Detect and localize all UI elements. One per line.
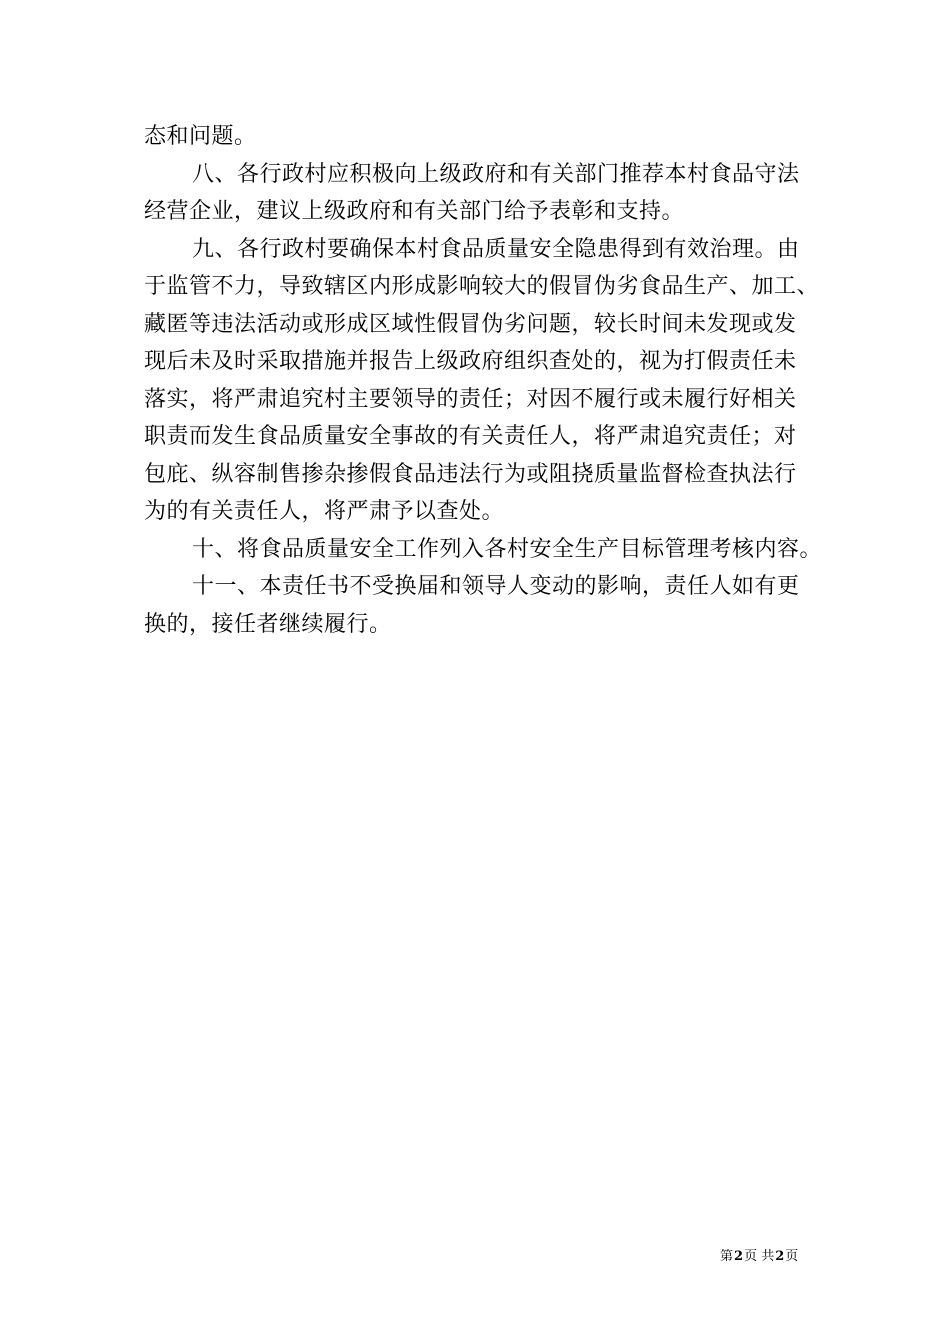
text-line: 十一、本责任书不受换届和领导人变动的影响，责任人如有更: [192, 574, 800, 599]
document-body: [144, 118, 826, 643]
text-line: 为的有关责任人，将严肃予以查处。: [144, 499, 505, 524]
text-line: 现后未及时采取措施并报告上级政府组织查处的，视为打假责任未: [144, 349, 797, 374]
text-line: 于监管不力，导致辖区内形成影响较大的假冒伪劣食品生产、加工、: [144, 274, 820, 299]
text-line: 换的，接任者继续履行。: [144, 611, 392, 637]
text-line: 八、各行政村应积极向上级政府和有关部门推荐本村食品守法: [192, 161, 800, 187]
text-line: 经营企业，建议上级政府和有关部门给予表彰和支持。: [144, 199, 685, 224]
footer-prefix: 第: [720, 1249, 734, 1264]
text-line: 藏匿等违法活动或形成区域性假冒伪劣问题，较长时间未发现或发: [144, 311, 797, 337]
current-page-number: 2: [734, 1249, 744, 1264]
footer-suffix: 页: [785, 1249, 799, 1264]
text-line: 落实，将严肃追究村主要领导的责任；对因不履行或未履行好相关: [144, 386, 797, 412]
text-line: 九、各行政村要确保本村食品质量安全隐患得到有效治理。由: [192, 236, 800, 262]
text-line: 十、将食品质量安全工作列入各村安全生产目标管理考核内容。: [192, 536, 823, 562]
text-line: 职责而发生食品质量安全事故的有关责任人，将严肃追究责任；对: [144, 424, 797, 449]
text-line: 态和问题。: [144, 124, 257, 149]
footer-middle: 页 共: [744, 1249, 775, 1264]
total-pages-number: 2: [775, 1249, 785, 1264]
page-number-footer: [720, 1248, 798, 1266]
text-line: 包庇、纵容制售掺杂掺假食品违法行为或阻挠质量监督检查执法行: [144, 461, 797, 487]
